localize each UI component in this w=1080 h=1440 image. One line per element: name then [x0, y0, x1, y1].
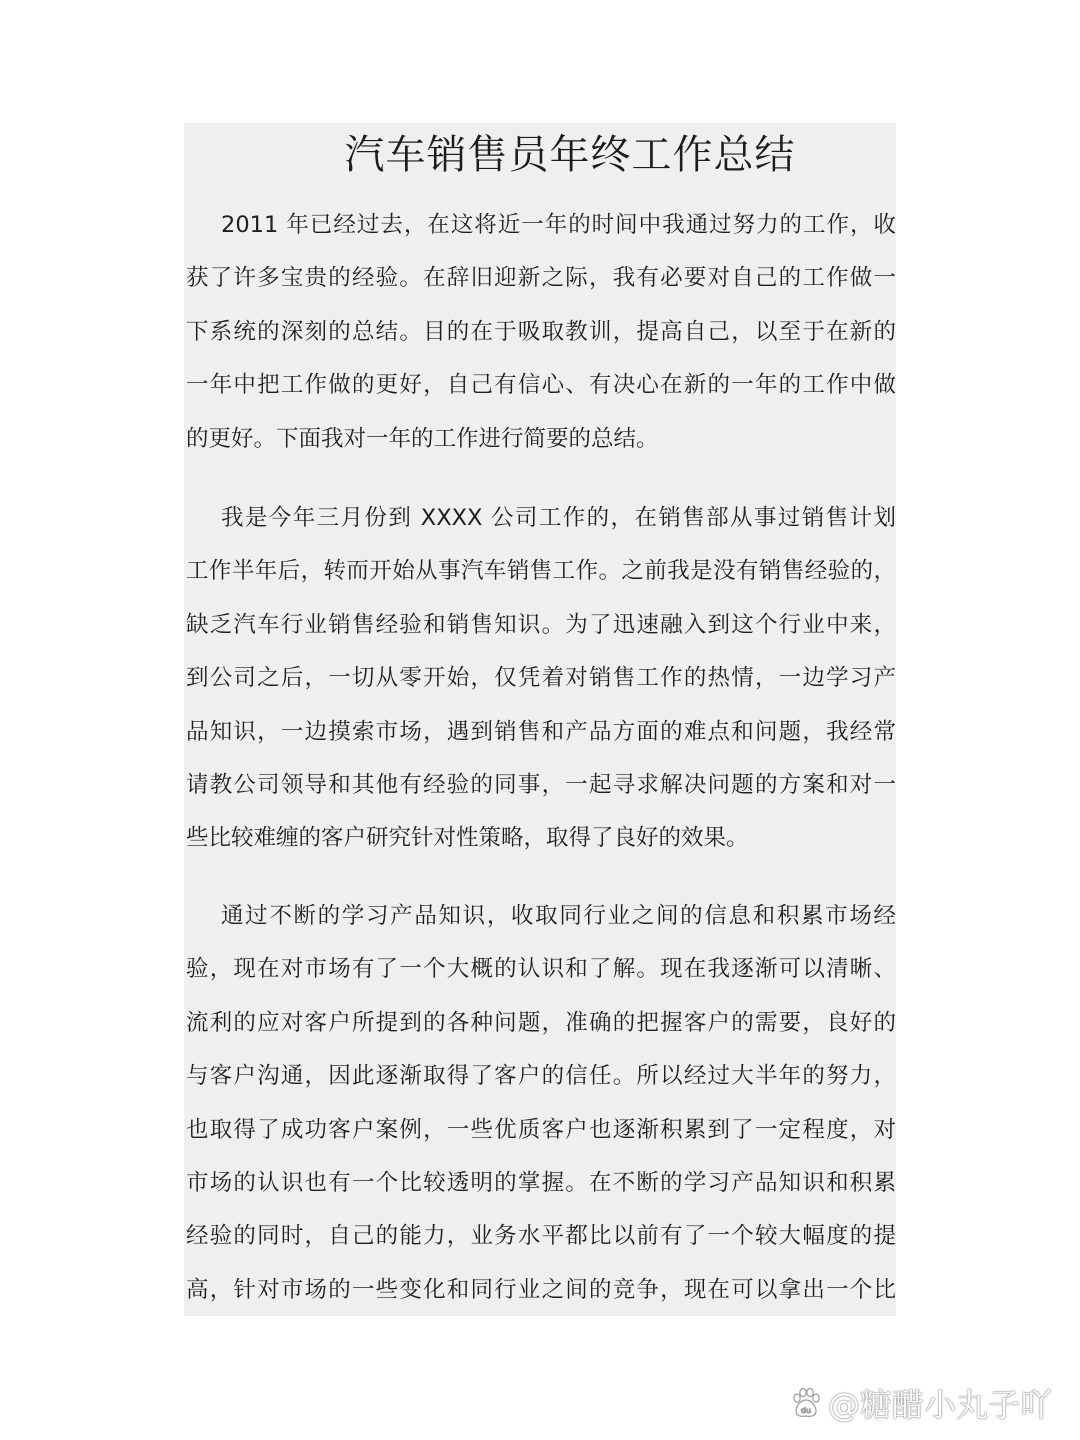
watermark [790, 1383, 1052, 1423]
paragraph-line: 与客户沟通，因此逐渐取得了客户的信任。所以经过大半年的努力， [186, 1063, 896, 1090]
paragraph-line: 到公司之后，一切从零开始，仅凭着对销售工作的热情，一边学习产 [186, 665, 896, 692]
paragraph-line: 获了许多宝贵的经验。在辞旧迎新之际，我有必要对自己的工作做一 [186, 265, 896, 292]
paragraph-1 [186, 199, 896, 466]
paragraph-line: 请教公司领导和其他有经验的同事，一起寻求解决问题的方案和对一 [186, 771, 896, 798]
paragraph-line: 品知识，一边摸索市场，遇到销售和产品方面的难点和问题，我经常 [186, 718, 896, 745]
paragraph-line: 经验的同时，自己的能力，业务水平都比以前有了一个较大幅度的提 [186, 1223, 896, 1250]
paragraph-line: 的更好。下面我对一年的工作进行简要的总结。 [186, 425, 659, 452]
watermark-text: @糖醋小丸子吖 [828, 1386, 1053, 1424]
paragraph-line: 工作半年后，转而开始从事汽车销售工作。之前我是没有销售经验的， [186, 558, 896, 585]
paragraph-line: 也取得了成功客户案例，一些优质客户也逐渐积累到了一定程度，对 [186, 1116, 896, 1143]
svg-text:du: du [800, 1406, 812, 1415]
paragraph-line: 2011 年已经过去，在这将近一年的时间中我通过努力的工作，收 [221, 212, 896, 238]
paragraph-line: 一年中把工作做的更好，自己有信心、有决心在新的一年的工作中做 [186, 372, 896, 399]
document-title: 汽车销售员年终工作总结 [344, 132, 796, 178]
paragraph-line: 缺乏汽车行业销售经验和销售知识。为了迅速融入到这个行业中来， [186, 611, 896, 638]
paragraph-line: 我是今年三月份到 XXXX 公司工作的，在销售部从事过销售计划 [221, 505, 896, 531]
paragraph-line: 流利的应对客户所提到的各种问题，准确的把握客户的需要，良好的 [186, 1009, 896, 1036]
paragraph-line: 验，现在对市场有了一个大概的认识和了解。现在我逐渐可以清晰、 [186, 956, 896, 983]
paragraph-line: 高，针对市场的一些变化和同行业之间的竞争，现在可以拿出一个比 [186, 1276, 896, 1303]
paragraph-line: 下系统的深刻的总结。目的在于吸取教训，提高自己，以至于在新的 [186, 318, 896, 345]
paragraph-3 [186, 890, 896, 1316]
paragraph-line: 些比较难缠的客户研究针对性策略，取得了良好的效果。 [186, 825, 749, 852]
paragraph-line: 市场的认识也有一个比较透明的掌握。在不断的学习产品知识和积累 [186, 1169, 896, 1196]
document-page [184, 123, 896, 1316]
baidu-paw-icon [790, 1387, 822, 1419]
paragraph-2 [186, 492, 896, 866]
paragraph-line: 通过不断的学习产品知识，收取同行业之间的信息和积累市场经 [221, 903, 896, 929]
